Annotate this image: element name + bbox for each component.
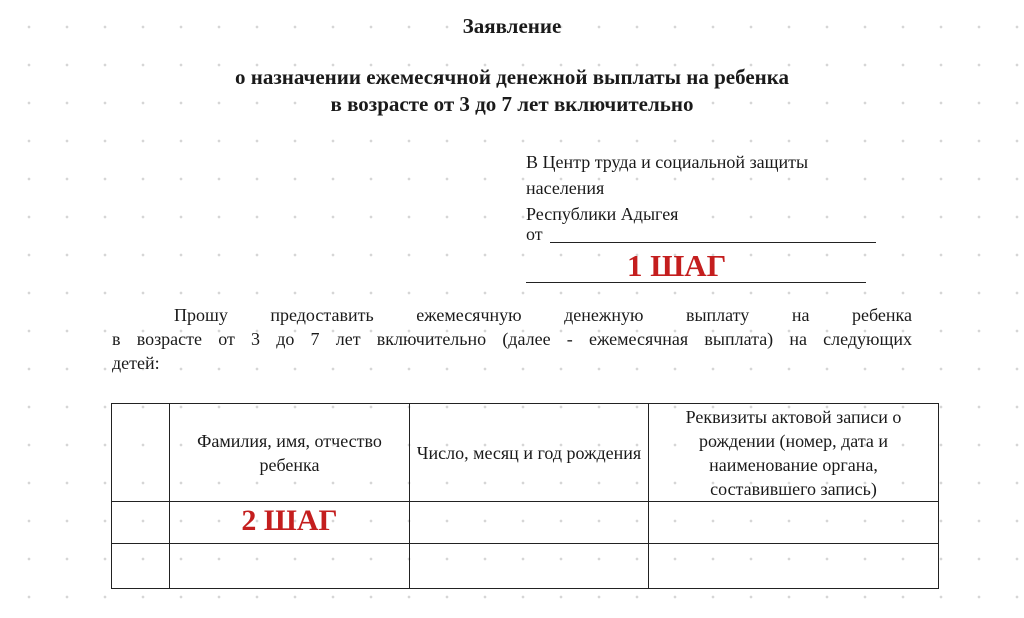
- row-2-number-cell[interactable]: [112, 544, 170, 589]
- from-label: от: [526, 224, 543, 244]
- table-row: [112, 544, 939, 589]
- request-line-1: Прошу предоставить ежемесячную денежную выплату на ребенка: [174, 305, 912, 325]
- addressee-line-1: В Центр труда и социальной защиты: [526, 152, 809, 172]
- table-header-row: [112, 404, 939, 502]
- table-row: [112, 502, 939, 544]
- step-2-label: 2 ШАГ: [241, 504, 338, 537]
- subtitle-line-2: в возрасте от 3 до 7 лет включительно: [330, 92, 694, 116]
- row-1-child-name-cell[interactable]: [170, 502, 410, 544]
- row-2-birth-record-cell[interactable]: [649, 544, 939, 589]
- addressee-block: [526, 149, 886, 227]
- header-cell-number: [112, 404, 170, 502]
- children-table: [111, 403, 939, 589]
- row-2-birth-date-cell[interactable]: [410, 544, 649, 589]
- header-birth-record-text: Реквизиты актовой записи о рождении (номер, дата и наименование органа, составившего запись): [685, 406, 902, 499]
- subtitle-line-1: о назначении ежемесячной денежной выплаты на ребенка: [234, 65, 790, 89]
- request-line-3: детей:: [112, 353, 160, 373]
- addressee-line-2: населения: [526, 178, 605, 198]
- request-line-2: в возрасте от 3 до 7 лет включительно (далее - ежемесячная выплата) на следующих: [112, 329, 912, 349]
- document-title: Заявление: [462, 14, 562, 38]
- header-cell-birth-date: [410, 404, 649, 502]
- row-1-birth-record-cell[interactable]: [649, 502, 939, 544]
- header-cell-birth-record: [649, 404, 939, 502]
- step-1-label: 1 ШАГ: [627, 248, 727, 283]
- applicant-from-row: [526, 224, 876, 248]
- addressee-line-3: Республики Адыгея: [526, 204, 679, 224]
- applicant-second-line: [526, 248, 866, 284]
- row-1-number-cell[interactable]: [112, 502, 170, 544]
- header-cell-child-name: [170, 404, 410, 502]
- request-text: [112, 303, 912, 375]
- header-birth-date-text: Число, месяц и год рождения: [416, 442, 642, 463]
- row-1-birth-date-cell[interactable]: [410, 502, 649, 544]
- document-subtitle: [0, 64, 1024, 118]
- applicant-name-field[interactable]: [550, 242, 876, 243]
- row-2-child-name-cell[interactable]: [170, 544, 410, 589]
- header-child-name-text: Фамилия, имя, отчество ребенка: [197, 430, 382, 475]
